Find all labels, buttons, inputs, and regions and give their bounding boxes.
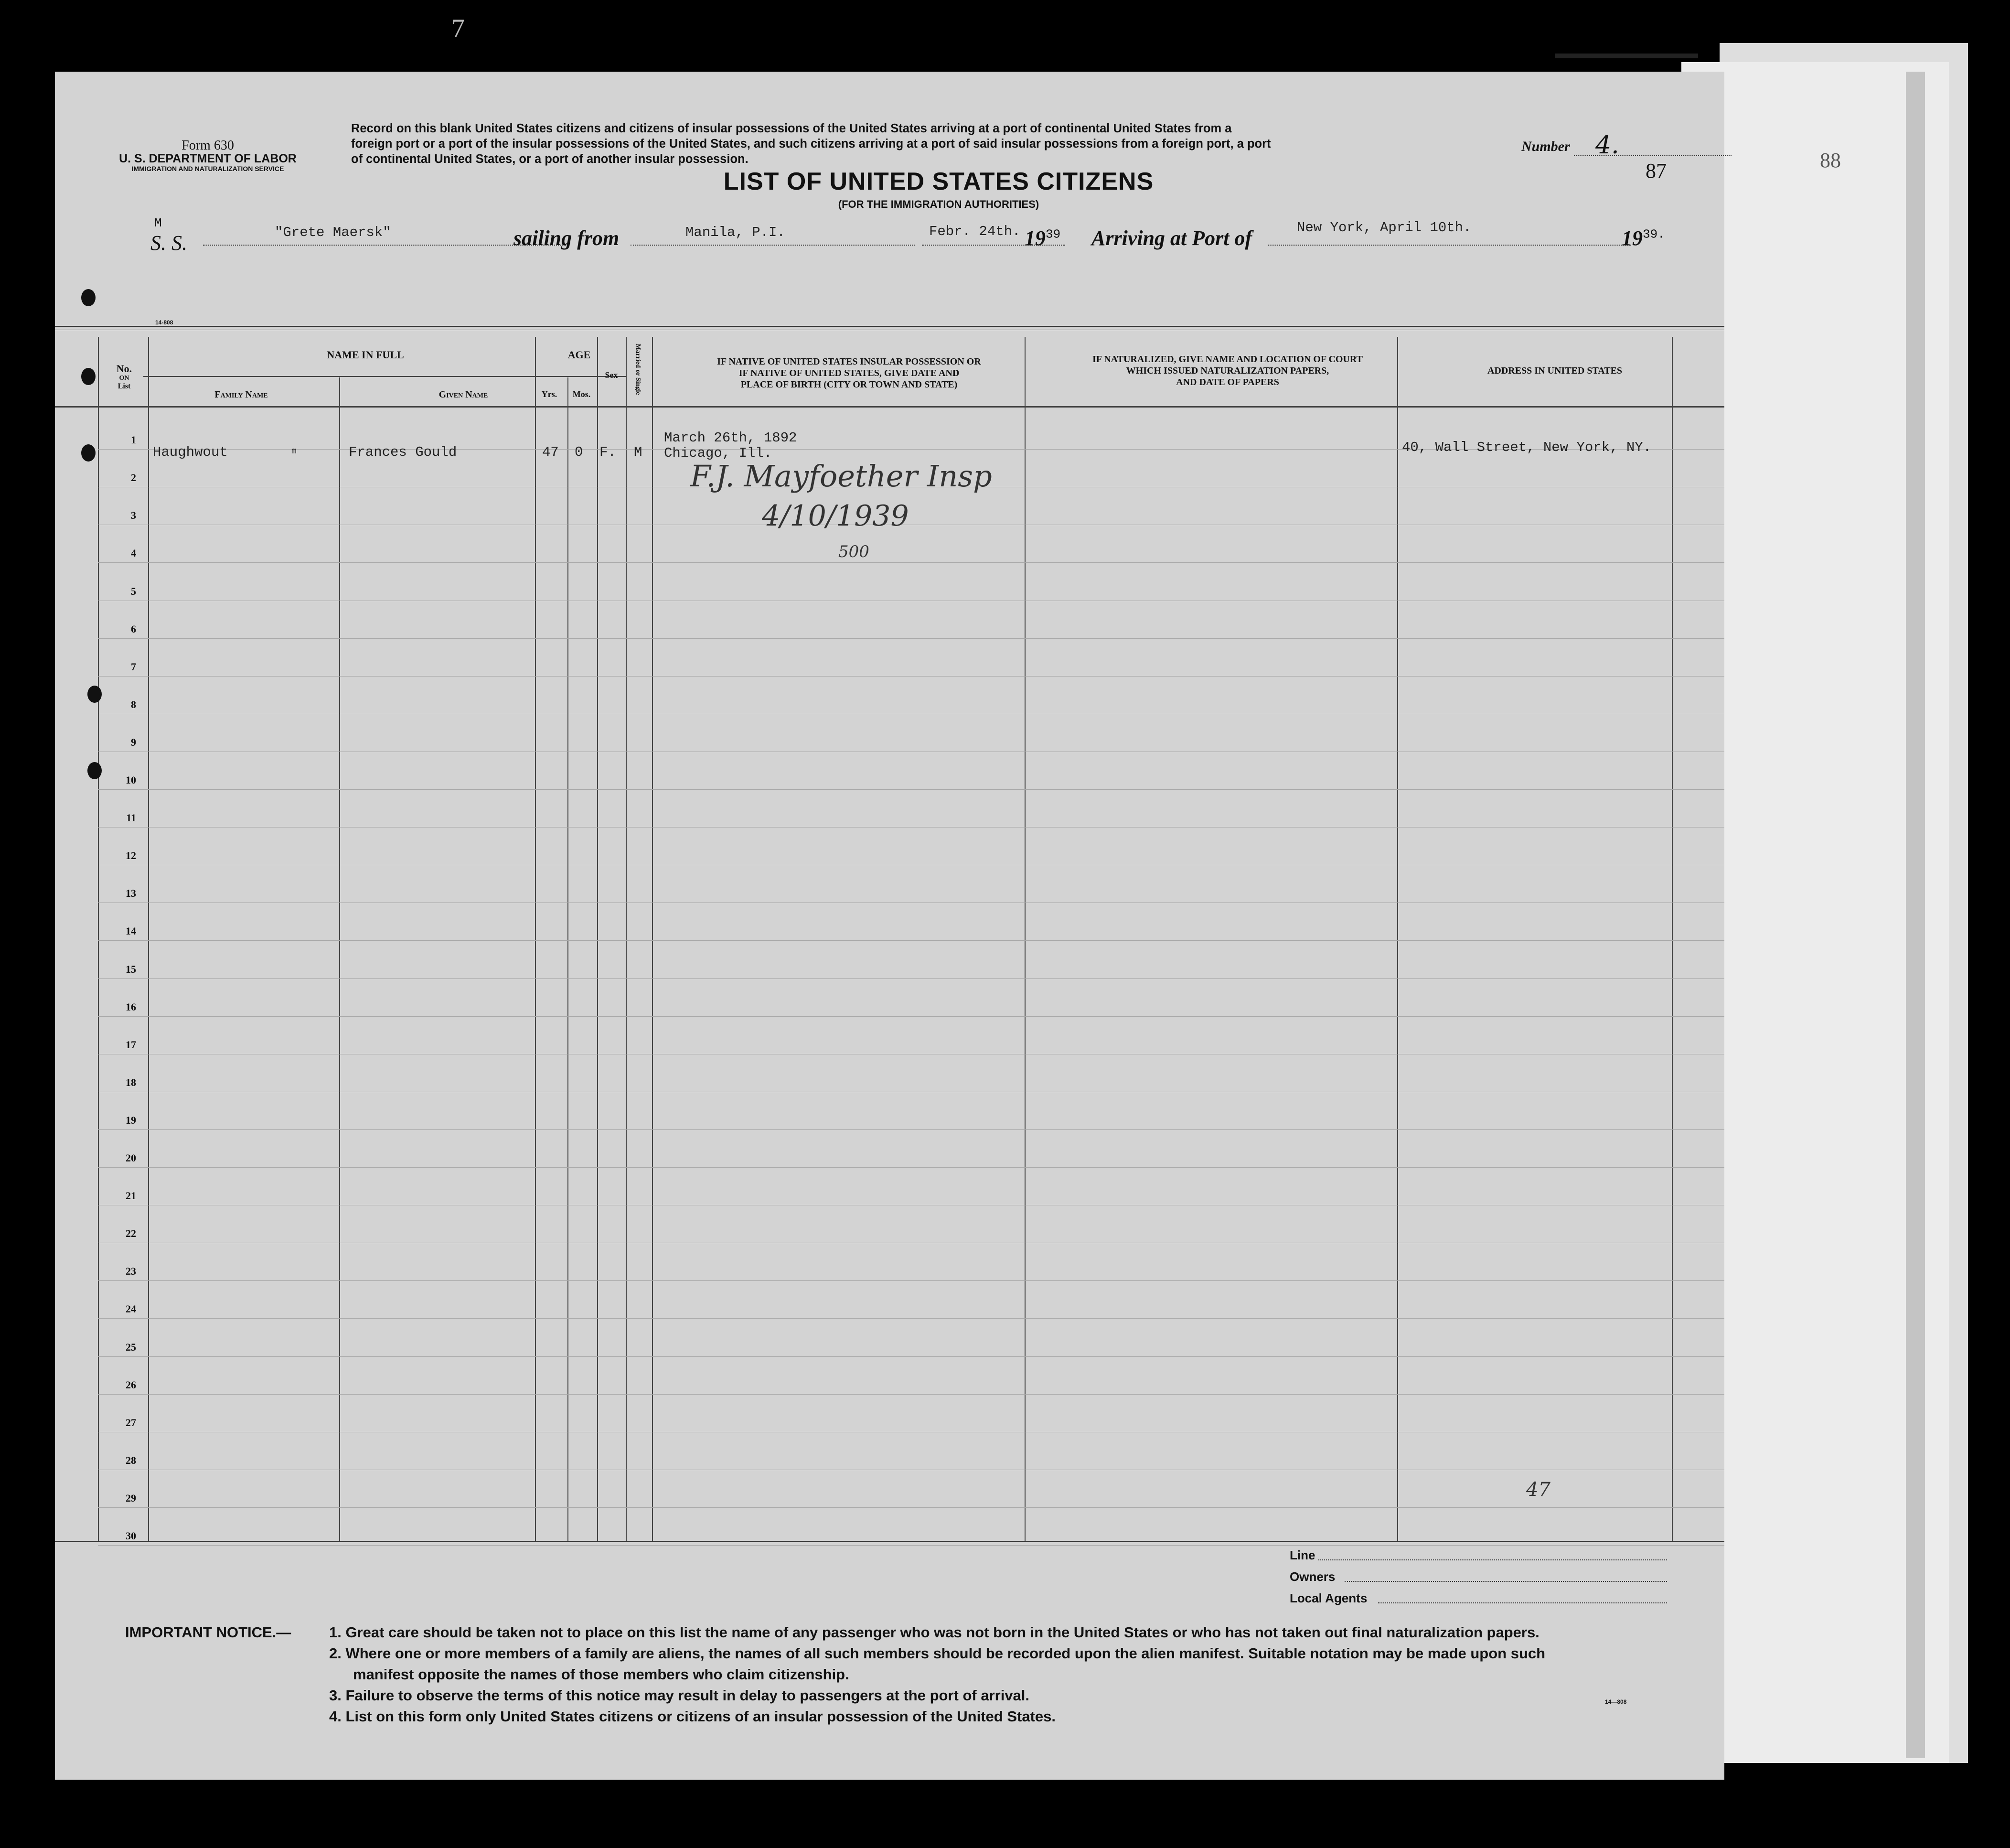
ship-prefix: S. S. — [150, 231, 187, 255]
sail-date: Febr. 24th. — [929, 224, 1021, 239]
row-line — [98, 638, 1724, 639]
arriving-line — [1268, 245, 1631, 246]
column-line — [339, 377, 340, 1541]
sail-year — [1025, 226, 1060, 250]
row-number: 28 — [126, 1454, 136, 1466]
entry-birth-place: Chicago, Ill. — [664, 445, 772, 461]
row-line — [98, 676, 1724, 677]
row-line — [98, 1129, 1724, 1130]
side-page-number: 88 — [1820, 149, 1841, 172]
agents-field — [1378, 1602, 1667, 1603]
native-header — [659, 356, 1039, 390]
mos-header: Mos. — [572, 389, 591, 399]
form-number: Form 630 — [182, 138, 234, 153]
notice-item-continued: manifest opposite the names of those members who claim citizenship. — [353, 1666, 849, 1683]
entry-family-name: Haughwout — [153, 444, 228, 460]
native-header-line: PLACE OF BIRTH (CITY OR TOWN AND STATE) — [740, 379, 958, 390]
binding-edge — [1555, 54, 1698, 58]
row-number: 25 — [126, 1341, 136, 1353]
no-header-line: No. — [116, 363, 132, 375]
column-line — [652, 337, 653, 1541]
service-name: IMMIGRATION AND NATURALIZATION SERVICE — [131, 164, 284, 172]
ship-name: "Grete Maersk" — [275, 225, 391, 240]
list-header-line: List — [118, 382, 131, 390]
header-sub-line — [143, 376, 626, 377]
notice-item: 1. Great care should be taken not to place on this list the name of any passenger who was not born in the United States or who has not taken out final naturalization papers. — [329, 1624, 1540, 1641]
instruction-line: Record on this blank United States citizens and citizens of insular possessions of the United States arriving at a port of continental United States from a — [351, 122, 1232, 135]
department-name: U. S. DEPARTMENT OF LABOR — [119, 152, 297, 166]
given-name-header: Given Name — [438, 389, 488, 400]
sailing-from: Manila, P.I. — [685, 225, 785, 240]
line-label: Line — [1290, 1548, 1315, 1562]
row-number: 2 — [131, 472, 136, 484]
on-header-line: ON — [119, 375, 129, 382]
inspection-note: 500 — [838, 542, 869, 561]
column-line — [148, 337, 149, 1541]
family-name-header: Family Name — [214, 389, 268, 400]
entry-given-name: Frances Gould — [349, 444, 457, 460]
entry-age-months: 0 — [575, 444, 583, 460]
column-line — [1672, 337, 1673, 1541]
column-line — [535, 337, 536, 1541]
row-number: 4 — [131, 547, 136, 559]
year-prefix: 19 — [1622, 226, 1643, 250]
row-number: 18 — [126, 1076, 136, 1088]
owners-label: Owners — [1290, 1569, 1336, 1584]
married-header: Married or Single — [634, 344, 641, 395]
row-line — [98, 1016, 1724, 1017]
row-line — [98, 940, 1724, 941]
row-number: 8 — [131, 698, 136, 710]
row-number: 17 — [126, 1038, 136, 1051]
row-number: 12 — [126, 849, 136, 862]
number-label: Number — [1521, 139, 1570, 154]
column-line — [98, 337, 99, 1541]
notice-item: 4. List on this form only United States citizens or citizens of an insular possession of the United States. — [329, 1708, 1056, 1725]
arrive-year — [1622, 226, 1665, 250]
row-number: 14 — [126, 925, 136, 937]
row-number: 27 — [126, 1416, 136, 1429]
line-field — [1318, 1559, 1667, 1560]
row-number: 16 — [126, 1000, 136, 1013]
row-number: 9 — [131, 736, 136, 748]
naturalized-header-line: IF NATURALIZED, GIVE NAME AND LOCATION OF COURT — [1092, 354, 1363, 365]
row-number: 29 — [126, 1492, 136, 1504]
naturalized-header — [1039, 354, 1416, 388]
native-header-line: IF NATIVE OF UNITED STATES INSULAR POSSESSION OR — [717, 356, 981, 367]
table-bottom-rule — [55, 1541, 1724, 1542]
row-number: 15 — [126, 963, 136, 975]
print-code: 14-808 — [155, 319, 173, 326]
punch-hole — [81, 444, 96, 462]
row-number: 6 — [131, 623, 136, 635]
year-prefix: 19 — [1025, 226, 1046, 250]
row-line — [98, 1167, 1724, 1168]
row-line — [98, 1507, 1724, 1508]
sailing-from-line — [631, 245, 915, 246]
column-line — [597, 337, 598, 1541]
entry-mark: m — [291, 447, 297, 456]
native-header-line: IF NATIVE OF UNITED STATES, GIVE DATE AND — [738, 368, 960, 378]
owners-field — [1345, 1581, 1667, 1582]
header-bottom-line — [55, 406, 1724, 408]
row-number: 13 — [126, 887, 136, 900]
punch-hole — [87, 686, 102, 703]
row-number: 7 — [131, 660, 136, 673]
yrs-header: Yrs. — [541, 389, 557, 399]
row-number: 21 — [126, 1190, 136, 1202]
entry-birth-date: March 26th, 1892 — [664, 430, 797, 446]
punch-hole — [87, 762, 102, 779]
ship-type-mark: M — [154, 216, 162, 230]
punch-hole — [81, 368, 96, 385]
row-line — [98, 978, 1724, 979]
page-number: 87 — [1646, 159, 1667, 183]
arriving-port: New York, April 10th. — [1297, 220, 1472, 236]
sex-header: Sex — [605, 370, 618, 380]
entry-sex: F. — [599, 444, 616, 460]
notice-item: 3. Failure to observe the terms of this notice may result in delay to passengers at the port of arrival. — [329, 1687, 1030, 1704]
entry-married: M — [634, 444, 642, 460]
header-rule — [55, 326, 1724, 327]
inspection-date: 4/10/1939 — [762, 499, 909, 533]
sailing-from-label: sailing from — [513, 226, 620, 250]
inspector-signature: F.J. Mayfoether Insp — [690, 459, 992, 494]
bottom-print-code: 14—808 — [1605, 1698, 1627, 1705]
row-number: 5 — [131, 585, 136, 597]
notice-item: 2. Where one or more members of a family are aliens, the names of all such members should be recorded upon the alien manifest. Suitable notation may be made upon such — [329, 1645, 1546, 1662]
arrive-year-digits: 39. — [1643, 227, 1665, 242]
row-line — [98, 789, 1724, 790]
naturalized-header-line: WHICH ISSUED NATURALIZATION PAPERS, — [1126, 365, 1329, 376]
notice-items — [329, 1622, 1686, 1727]
naturalized-header-line: AND DATE OF PAPERS — [1176, 377, 1279, 387]
row-number: 1 — [131, 434, 136, 446]
row-number: 11 — [126, 812, 136, 824]
row-number: 20 — [126, 1152, 136, 1164]
row-line — [98, 1280, 1724, 1281]
row-number: 10 — [126, 774, 136, 786]
sheet-edge — [1906, 72, 1925, 1758]
row-number: 26 — [126, 1378, 136, 1391]
entry-address: 40, Wall Street, New York, NY. — [1402, 440, 1652, 455]
column-line — [626, 337, 627, 1541]
age-header: AGE — [567, 349, 591, 361]
row-line — [98, 1356, 1724, 1357]
instruction-line: of continental United States, or a port of another insular possession. — [351, 152, 748, 166]
row-line — [98, 1318, 1724, 1319]
no-header — [98, 363, 150, 390]
entry-age-years: 47 — [542, 444, 559, 460]
name-in-full-header: NAME IN FULL — [327, 349, 404, 361]
row-number: 23 — [126, 1265, 136, 1278]
row-number: 3 — [131, 509, 136, 522]
page-title: LIST OF UNITED STATES CITIZENS — [723, 168, 1154, 195]
row-number: 22 — [126, 1227, 136, 1240]
row-number: 30 — [126, 1530, 136, 1542]
address-header: ADDRESS IN UNITED STATES — [1487, 365, 1623, 376]
column-line — [1397, 337, 1398, 1541]
manifest-page — [55, 72, 1724, 1780]
corner-mark: 7 — [451, 14, 465, 43]
list-number: 4. — [1595, 131, 1619, 160]
notice-lead: IMPORTANT NOTICE.— — [125, 1624, 291, 1641]
form-identifier — [103, 139, 313, 172]
instruction-line: foreign port or a port of the insular possessions of the United States, and such citizens arriving at a port of said insular possessions from a foreign port, a port — [351, 137, 1271, 150]
ship-line — [203, 245, 566, 246]
row-number: 24 — [126, 1303, 136, 1315]
row-line — [98, 1545, 1724, 1546]
tally-number: 47 — [1526, 1479, 1550, 1501]
column-line — [567, 377, 568, 1541]
row-number: 19 — [126, 1114, 136, 1126]
punch-hole — [81, 289, 96, 306]
row-line — [98, 562, 1724, 563]
column-line — [1025, 337, 1026, 1541]
page-subtitle: (FOR THE IMMIGRATION AUTHORITIES) — [838, 198, 1039, 210]
arriving-label: Arriving at Port of — [1091, 226, 1252, 250]
sail-year-digits: 39 — [1046, 227, 1061, 242]
instructions — [351, 121, 1526, 167]
row-line — [98, 1394, 1724, 1395]
agents-label: Local Agents — [1290, 1591, 1368, 1605]
